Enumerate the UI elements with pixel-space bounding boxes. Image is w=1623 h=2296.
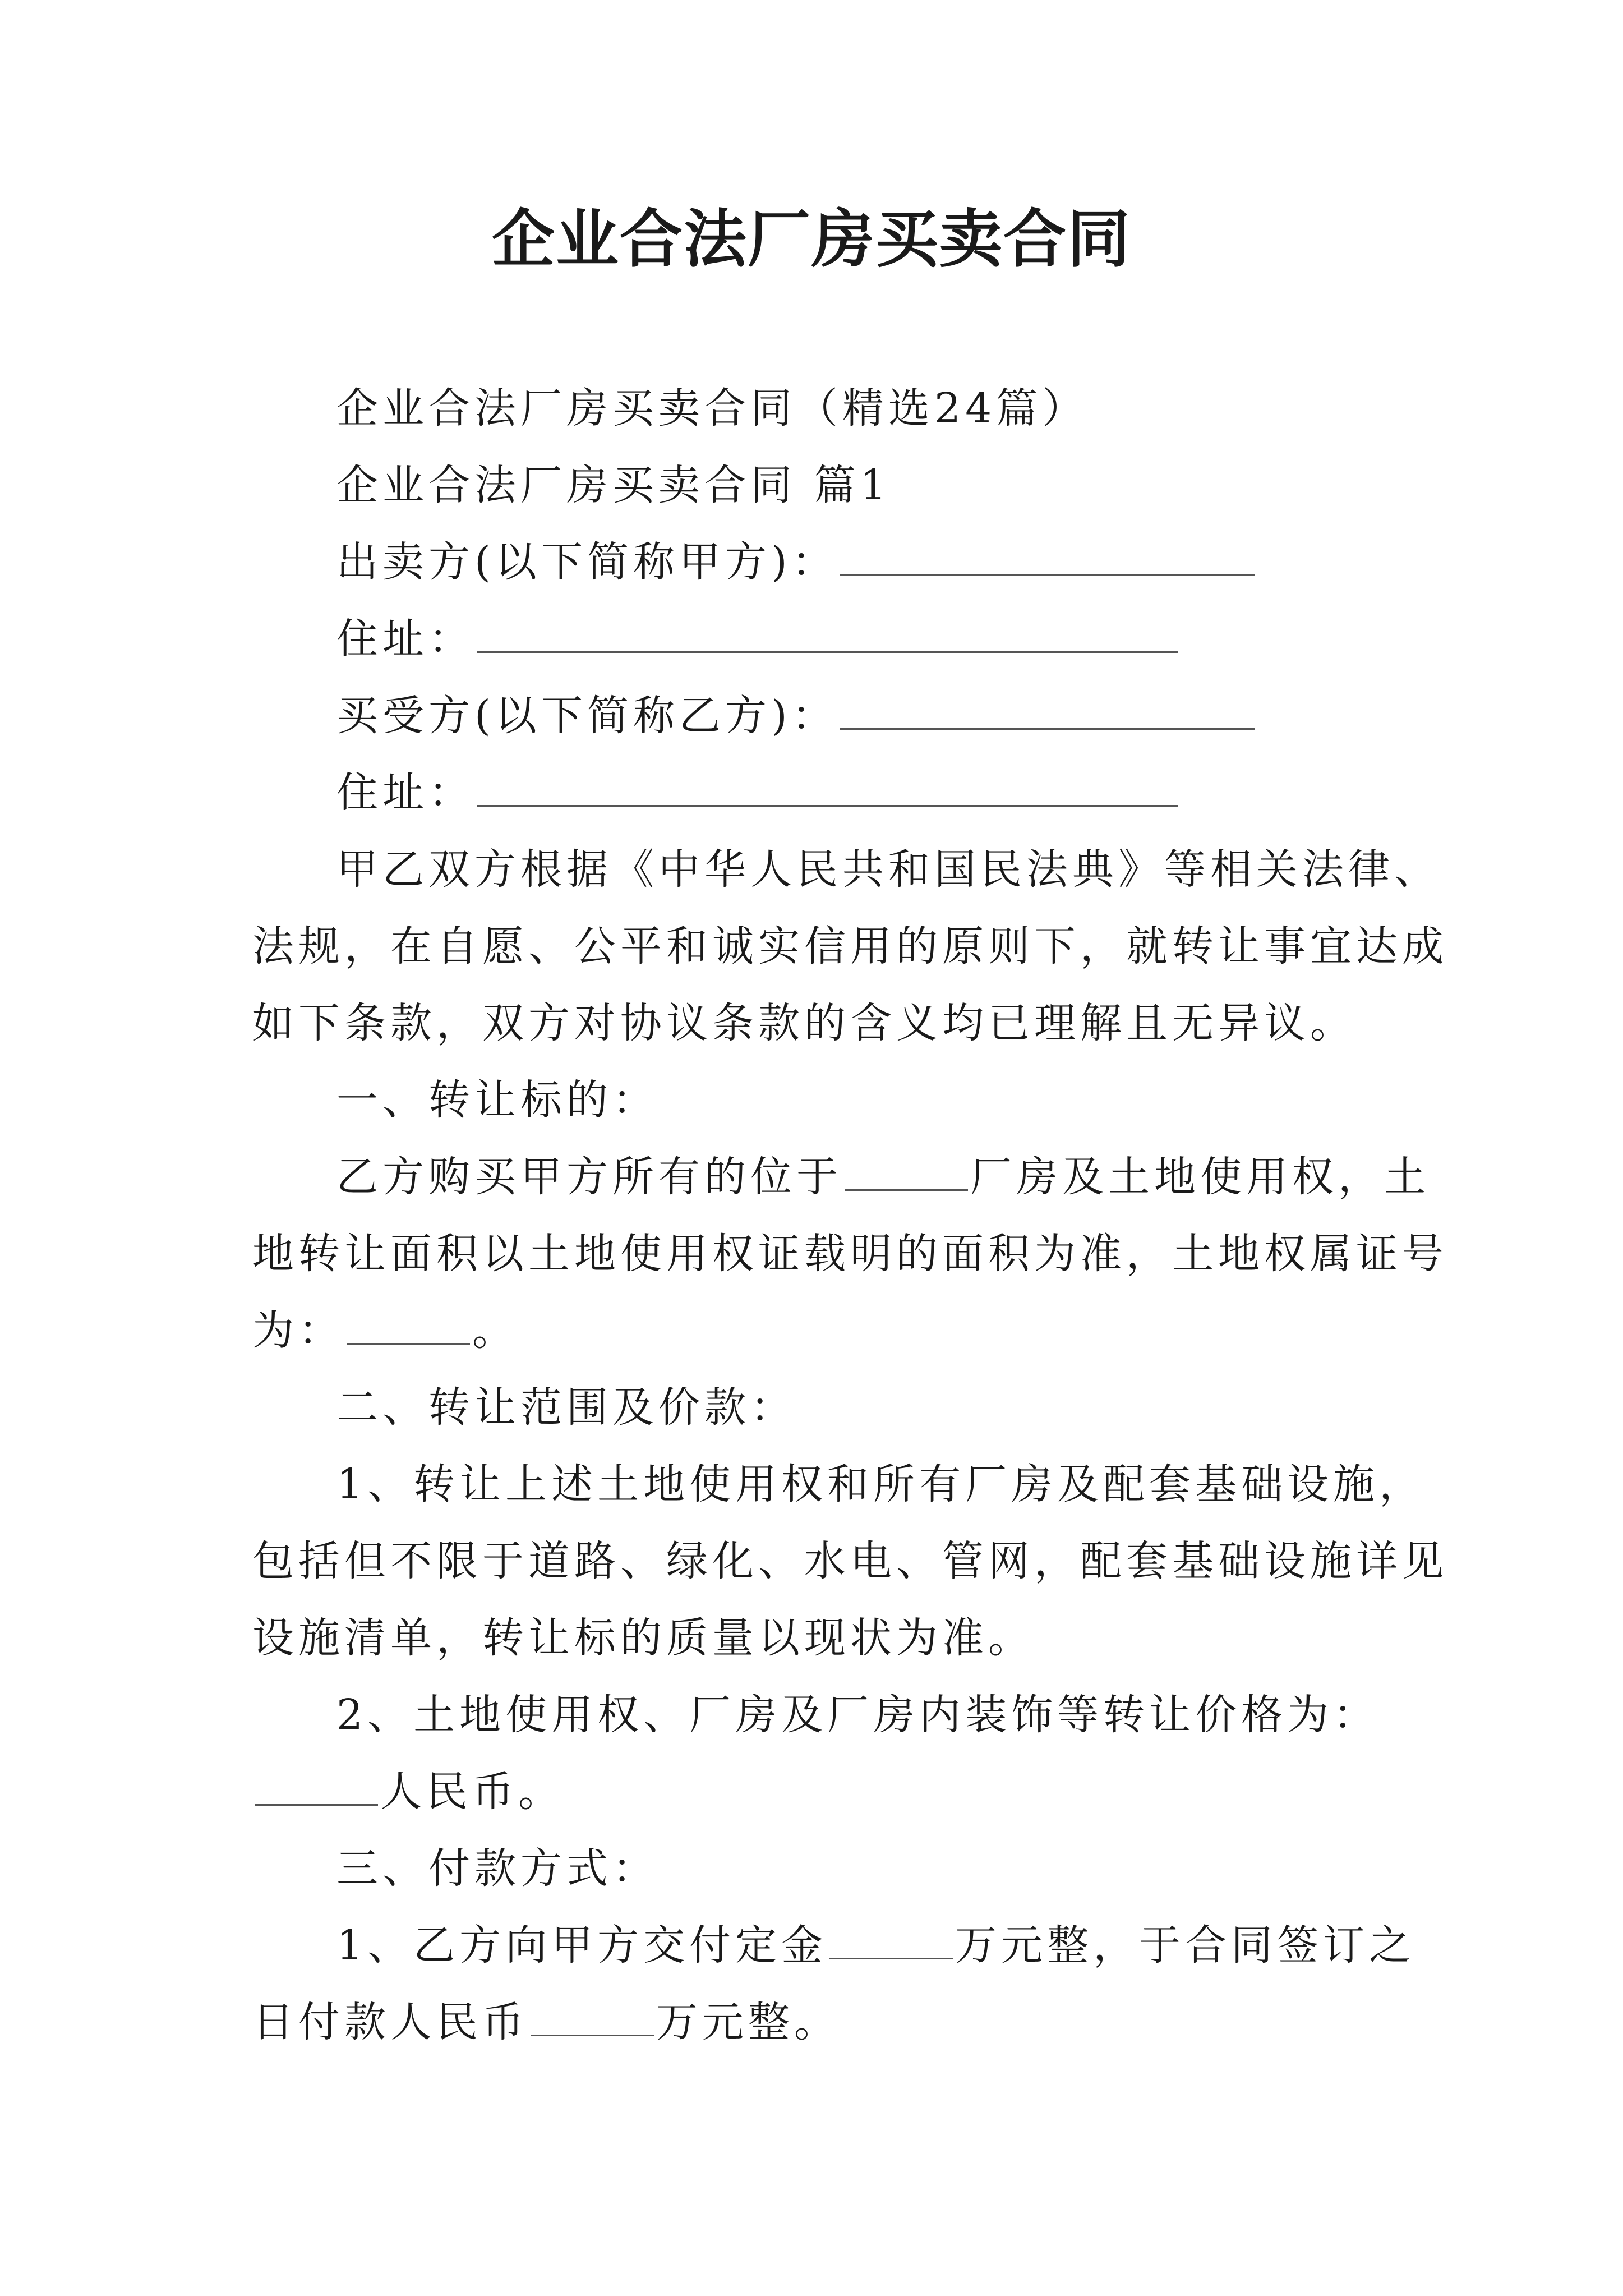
price-blank — [255, 1772, 378, 1806]
buyer-address-blank — [477, 772, 1178, 807]
subtitle: 企业合法厂房买卖合同（精选24篇） — [336, 384, 1089, 432]
document-title: 企业合法厂房买卖合同 — [492, 203, 1131, 276]
section-3-text: 1、乙方向甲方交付定金 — [336, 1921, 828, 1970]
section-2-p2-line-2 — [252, 1754, 1391, 1830]
buyer-address-line — [252, 754, 1391, 831]
intro-line-1: 甲乙双方根据《中华人民共和国民法典》等相关法律、 — [336, 845, 1440, 894]
seller-line — [252, 524, 1391, 601]
buyer-blank — [840, 696, 1255, 730]
section-2-text: 人民币。 — [380, 1768, 564, 1816]
deposit-blank — [829, 1925, 953, 1959]
intro-line-2: 法规，在自愿、公平和诚实信用的原则下，就转让事宜达成 — [252, 922, 1448, 970]
section-1-line-3 — [252, 1292, 1391, 1369]
seller-address-blank — [477, 619, 1178, 653]
section-2-p2-line-1: 2、土地使用权、厂房及厂房内装饰等转让价格为： — [336, 1691, 1380, 1739]
section-3-heading: 三、付款方式： — [336, 1844, 658, 1893]
section-heading: 企业合法厂房买卖合同 篇1 — [336, 461, 891, 509]
section-3-text: 万元整，于合同签订之 — [955, 1921, 1415, 1970]
seller-blank — [840, 542, 1255, 576]
address-label: 住址： — [336, 615, 474, 663]
certificate-number-blank — [347, 1310, 470, 1345]
section-2-p1-line-1: 1、转让上述土地使用权和所有厂房及配套基础设施， — [336, 1460, 1426, 1508]
intro-line-3: 如下条款，双方对协议条款的含义均已理解且无异议。 — [252, 999, 1356, 1047]
section-1-line-2: 地转让面积以土地使用权证载明的面积为准，土地权属证号 — [252, 1230, 1448, 1278]
seller-label: 出卖方(以下简称甲方)： — [336, 538, 838, 586]
location-blank — [845, 1157, 968, 1191]
document-body — [252, 370, 1448, 2061]
section-1-heading: 一、转让标的： — [336, 1076, 658, 1124]
buyer-line — [252, 678, 1391, 754]
section-1-line-1 — [252, 1139, 1430, 1216]
buyer-label: 买受方(以下简称乙方)： — [336, 692, 838, 740]
section-2-p1-line-3: 设施清单，转让标的质量以现状为准。 — [252, 1614, 1034, 1662]
section-1-text: 为： — [252, 1306, 344, 1355]
section-3-text: 万元整。 — [656, 1998, 840, 2046]
section-1-text: 。 — [472, 1306, 518, 1355]
section-3-line-2 — [252, 1984, 1391, 2061]
seller-address-line — [252, 601, 1391, 678]
section-3-text: 日付款人民币 — [252, 1998, 528, 2046]
section-1-text: 乙方购买甲方所有的位于 — [336, 1153, 842, 1201]
address-label: 住址： — [336, 769, 474, 817]
section-2-heading: 二、转让范围及价款： — [336, 1383, 796, 1432]
payment-blank — [531, 2002, 654, 2036]
section-2-p1-line-2: 包括但不限于道路、绿化、水电、管网，配套基础设施详见 — [252, 1537, 1448, 1585]
section-1-text: 厂房及土地使用权，土 — [970, 1153, 1430, 1201]
section-3-line-1 — [252, 1907, 1415, 1984]
